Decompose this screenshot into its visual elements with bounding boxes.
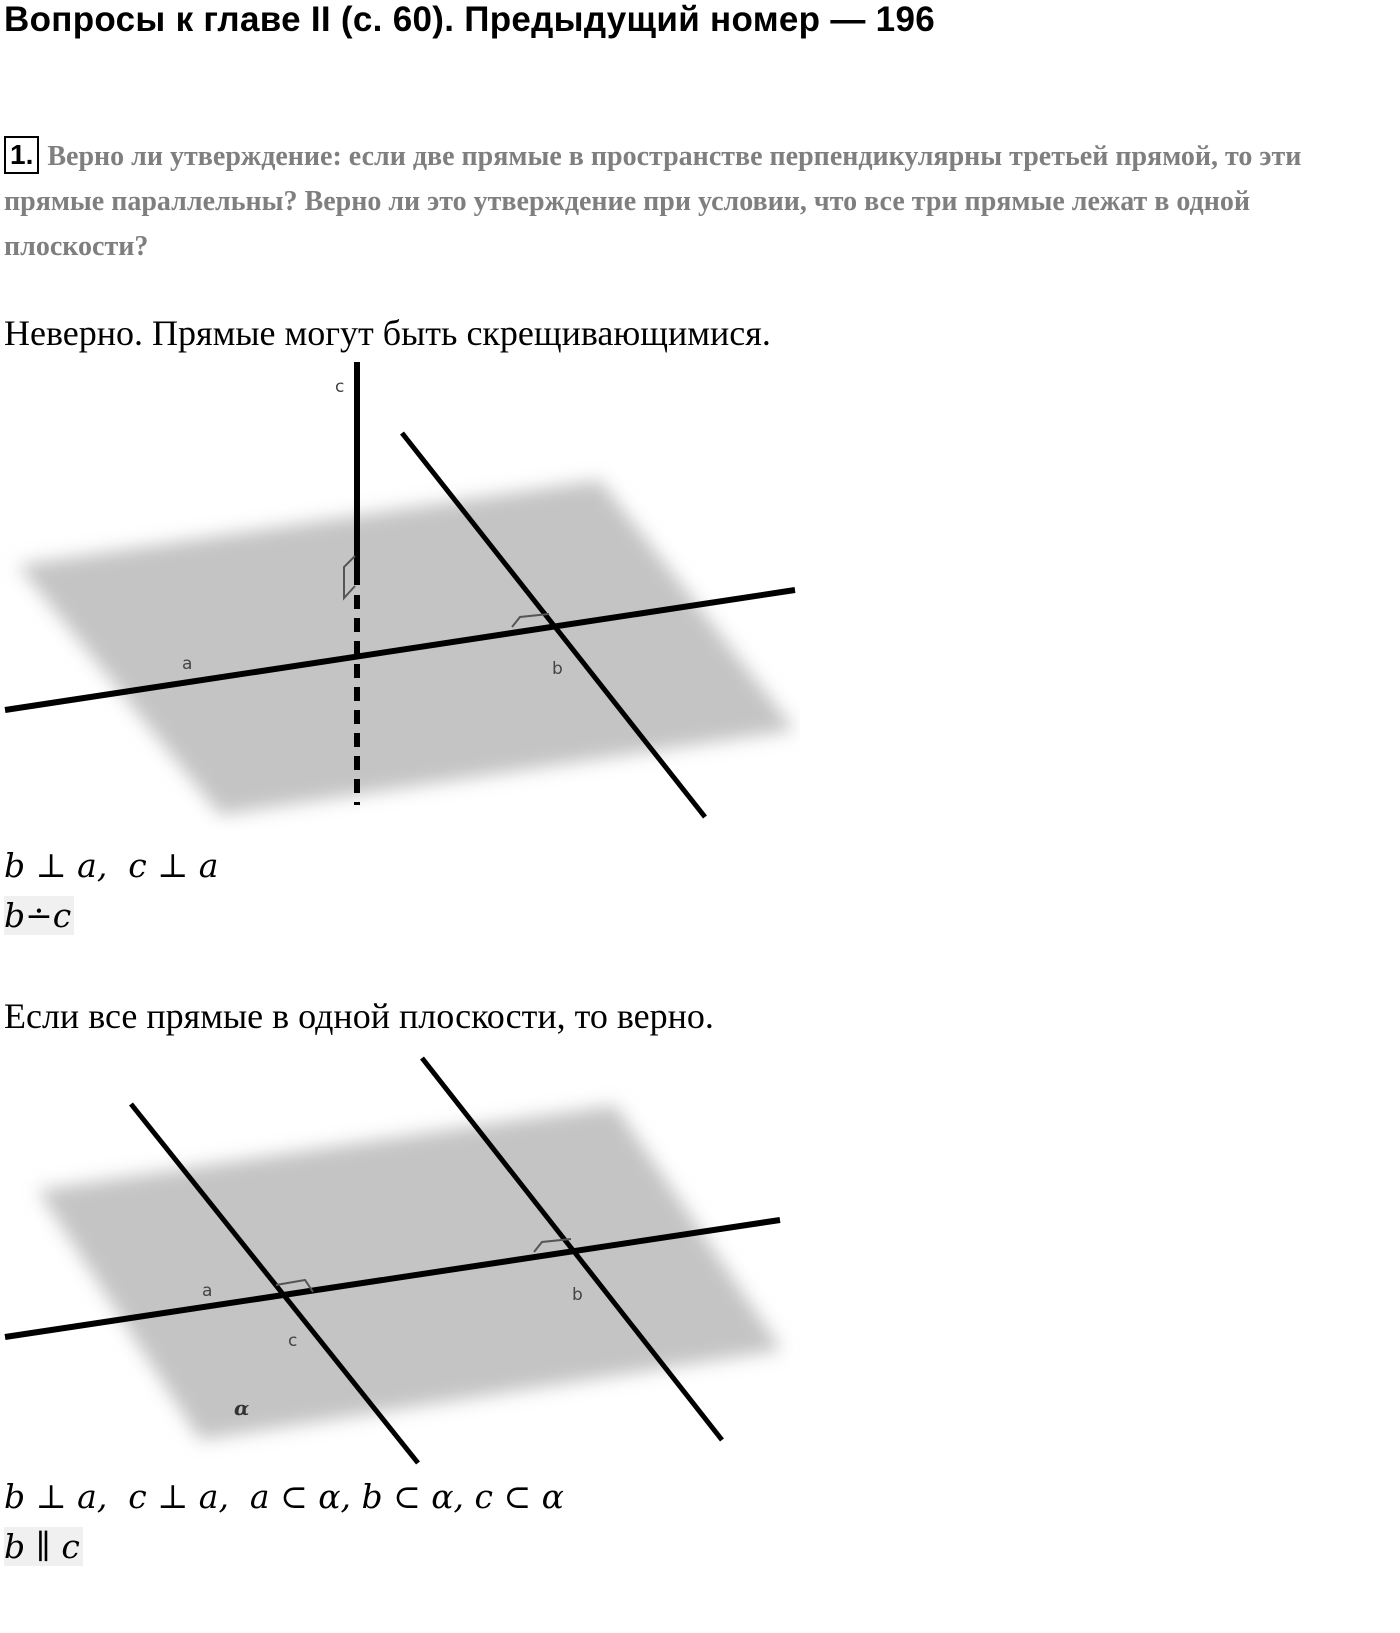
question-number: 1.	[4, 136, 39, 174]
question-block	[4, 134, 1396, 269]
figure-coplanar-lines	[0, 1050, 800, 1480]
label-a: a	[182, 654, 193, 674]
page-heading: Вопросы к главе II (с. 60). Предыдущий номер — 196	[4, 0, 935, 39]
plane-alpha	[38, 1105, 782, 1440]
answer2-formula2-wrap	[4, 1527, 83, 1566]
label-c: c	[288, 1331, 298, 1351]
answer1-formula1: b ⊥ a, c ⊥ a	[4, 846, 219, 885]
label-a: a	[202, 1281, 213, 1301]
answer2-text: Если все прямые в одной плоскости, то верно.	[4, 996, 714, 1036]
figure-skew-lines	[0, 360, 800, 830]
answer1-formula2: b∸c	[4, 896, 74, 935]
label-c: c	[335, 377, 345, 397]
label-b: b	[552, 659, 563, 679]
label-alpha: α	[234, 1396, 250, 1420]
answer2-formula2: b ∥ c	[4, 1527, 83, 1566]
label-b: b	[572, 1285, 583, 1305]
answer1-text: Неверно. Прямые могут быть скрещивающимися.	[4, 313, 771, 353]
question-text: Верно ли утверждение: если две прямые в пространстве перпендикулярны третьей прямой, то эти прямые параллельны? Верно ли это утверждение при условии, что все три прямые лежат в одной плоскости?	[4, 141, 1302, 262]
answer1-formula2-wrap	[4, 896, 74, 935]
answer2-formula1: b ⊥ a, c ⊥ a, a ⊂ α, b ⊂ α, c ⊂ α	[4, 1477, 564, 1516]
